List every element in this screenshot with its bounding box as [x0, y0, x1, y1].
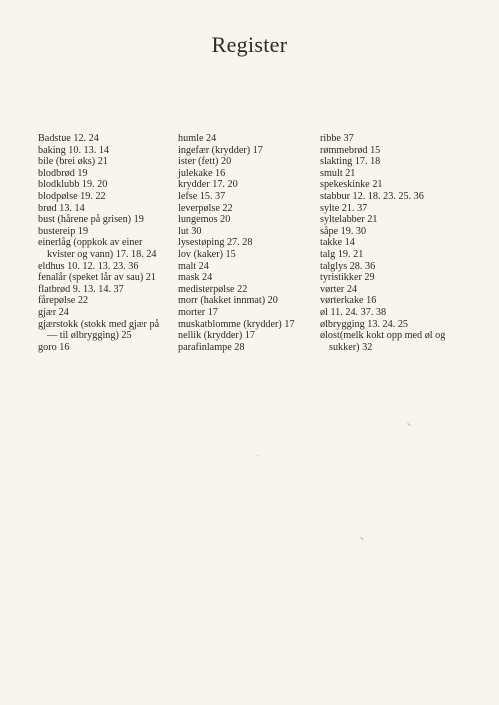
- index-entry-text: medisterpølse 22: [178, 283, 248, 295]
- index-entry: [38, 307, 170, 319]
- index-entry-text: bust (hårene på grisen) 19: [38, 214, 144, 226]
- index-entry-text: ingefær (krydder) 17: [178, 144, 263, 156]
- index-entry-text: ribbe 37: [320, 133, 354, 144]
- index-entry: [178, 226, 310, 238]
- index-entry: [38, 272, 170, 284]
- index-entry-text: muskatblomme (krydder) 17: [178, 318, 295, 330]
- index-entry: [38, 179, 170, 191]
- index-column-1: [38, 133, 170, 353]
- index-entry-text: humle 24: [178, 133, 217, 144]
- index-entry: [320, 249, 460, 261]
- index-entry-text: bustereip 19: [38, 225, 89, 237]
- index-entry-text: syltelabber 21: [320, 214, 378, 226]
- index-entry-text: leverpølse 22: [178, 202, 233, 214]
- index-entry-text: lefse 15. 37: [178, 190, 226, 202]
- index-entry: [38, 214, 170, 226]
- index-entry-text: Badstue 12. 24: [38, 133, 99, 144]
- index-entry: [320, 284, 460, 296]
- index-entry: [320, 214, 460, 226]
- index-entry-text: morr (hakket innmat) 20: [178, 295, 278, 307]
- index-entry-text: gjærstokk (stokk med gjær på: [38, 318, 160, 330]
- index-entry: [320, 203, 460, 215]
- index-entry-text: ølost(melk kokt opp med øl og: [320, 330, 446, 342]
- index-entry-continuation: sukker) 32: [329, 341, 373, 353]
- index-entry-text: lut 30: [178, 225, 202, 237]
- index-entry-text: vørter 24: [320, 283, 358, 295]
- index-entry-text: flatbrød 9. 13. 14. 37: [38, 283, 124, 295]
- paper-speck: [360, 537, 364, 540]
- index-entry: [178, 168, 310, 180]
- index-entry-text: stabbur 12. 18. 23. 25. 36: [320, 190, 424, 202]
- index-entry: [320, 261, 460, 273]
- index-entry-text: mask 24: [178, 272, 213, 284]
- index-entry: [38, 261, 170, 273]
- index-entry: [320, 191, 460, 203]
- index-entry: [38, 284, 170, 296]
- index-entry-text: takke 14: [320, 237, 355, 249]
- index-entry-text: lysestøping 27. 28: [178, 237, 253, 249]
- index-entry-text: øl 11. 24. 37. 38: [320, 306, 387, 318]
- index-entry: [178, 272, 310, 284]
- index-entry: [178, 145, 310, 157]
- index-entry: [320, 319, 460, 331]
- index-entry-text: ølbrygging 13. 24. 25: [320, 318, 409, 330]
- index-entry: [178, 330, 310, 342]
- index-entry: [178, 203, 310, 215]
- index-entry-text: gjær 24: [38, 306, 69, 318]
- paper-speck: [407, 423, 411, 426]
- index-entry-continuation: — til ølbrygging) 25: [47, 330, 132, 342]
- index-entry: [38, 319, 170, 342]
- index-entry: [320, 330, 460, 353]
- index-entry-text: blodpølse 19. 22: [38, 190, 106, 202]
- index-entry: [320, 272, 460, 284]
- index-entry-text: krydder 17. 20: [178, 179, 238, 191]
- index-entry-text: talglys 28. 36: [320, 260, 376, 272]
- index-entry: [178, 261, 310, 273]
- index-column-2: [178, 133, 310, 353]
- index-entry: [178, 249, 310, 261]
- index-entry: [178, 179, 310, 191]
- index-entry-text: rømmebrød 15: [320, 144, 381, 156]
- index-entry: [178, 342, 310, 354]
- index-entry: [38, 203, 170, 215]
- index-entry-text: blodklubb 19. 20: [38, 179, 108, 191]
- index-entry: [38, 145, 170, 157]
- index-entry: [178, 237, 310, 249]
- index-entry-text: fenalår (speket lår av sau) 21: [38, 272, 156, 284]
- index-entry-text: smult 21: [320, 167, 356, 179]
- index-entry-text: goro 16: [38, 341, 70, 353]
- page-title: Register: [211, 32, 288, 57]
- index-entry-text: einerlåg (oppkok av einer: [38, 237, 143, 249]
- index-entry-text: nellik (krydder) 17: [178, 330, 255, 342]
- index-entry: [320, 226, 460, 238]
- index-entry-text: julekake 16: [178, 167, 226, 179]
- index-column-3: [320, 133, 460, 353]
- index-entry-text: lungemos 20: [178, 214, 231, 226]
- index-entry: [320, 168, 460, 180]
- index-entry-text: sylte 21. 37: [320, 202, 368, 214]
- index-entry: [178, 319, 310, 331]
- index-entry-continuation: kvister og vann) 17. 18. 24: [47, 248, 157, 260]
- index-entry: [320, 145, 460, 157]
- index-entry-text: bile (brei øks) 21: [38, 156, 108, 168]
- index-entry: [38, 226, 170, 238]
- index-entry: [38, 168, 170, 180]
- index-entry-text: ister (fett) 20: [178, 156, 232, 168]
- index-entry: [178, 156, 310, 168]
- index-entry-text: morter 17: [178, 306, 218, 318]
- index-entry: [38, 133, 170, 145]
- index-entry: [178, 307, 310, 319]
- index-entry-text: eldhus 10. 12. 13. 23. 36: [38, 260, 139, 272]
- index-entry-text: slakting 17. 18: [320, 156, 381, 168]
- index-entry-text: fårepølse 22: [38, 295, 89, 307]
- index-entry: [320, 179, 460, 191]
- index-entry: [178, 191, 310, 203]
- index-entry-text: lov (kaker) 15: [178, 248, 236, 260]
- index-entry: [38, 156, 170, 168]
- index-entry: [38, 237, 170, 260]
- index-entry: [320, 237, 460, 249]
- index-entry: [178, 295, 310, 307]
- index-entry: [178, 133, 310, 145]
- paper-speck: [257, 455, 258, 456]
- index-entry-text: spekeskinke 21: [320, 179, 383, 191]
- index-entry-text: tyristikker 29: [320, 272, 375, 284]
- index-entry: [178, 284, 310, 296]
- index-entry-text: malt 24: [178, 260, 209, 272]
- index-entry: [320, 133, 460, 145]
- index-entry-text: såpe 19. 30: [320, 225, 367, 237]
- index-entry-text: vørterkake 16: [320, 295, 377, 307]
- index-entry: [320, 307, 460, 319]
- index-entry: [320, 295, 460, 307]
- index-entry-text: baking 10. 13. 14: [38, 144, 110, 156]
- index-entry: [178, 214, 310, 226]
- index-entry-text: blodbrød 19: [38, 167, 88, 179]
- index-entry-text: brød 13. 14: [38, 202, 85, 214]
- index-entry: [38, 342, 170, 354]
- index-entry-text: parafinlampe 28: [178, 341, 245, 353]
- index-entry-text: talg 19. 21: [320, 248, 364, 260]
- index-entry: [38, 191, 170, 203]
- index-entry: [320, 156, 460, 168]
- index-entry: [38, 295, 170, 307]
